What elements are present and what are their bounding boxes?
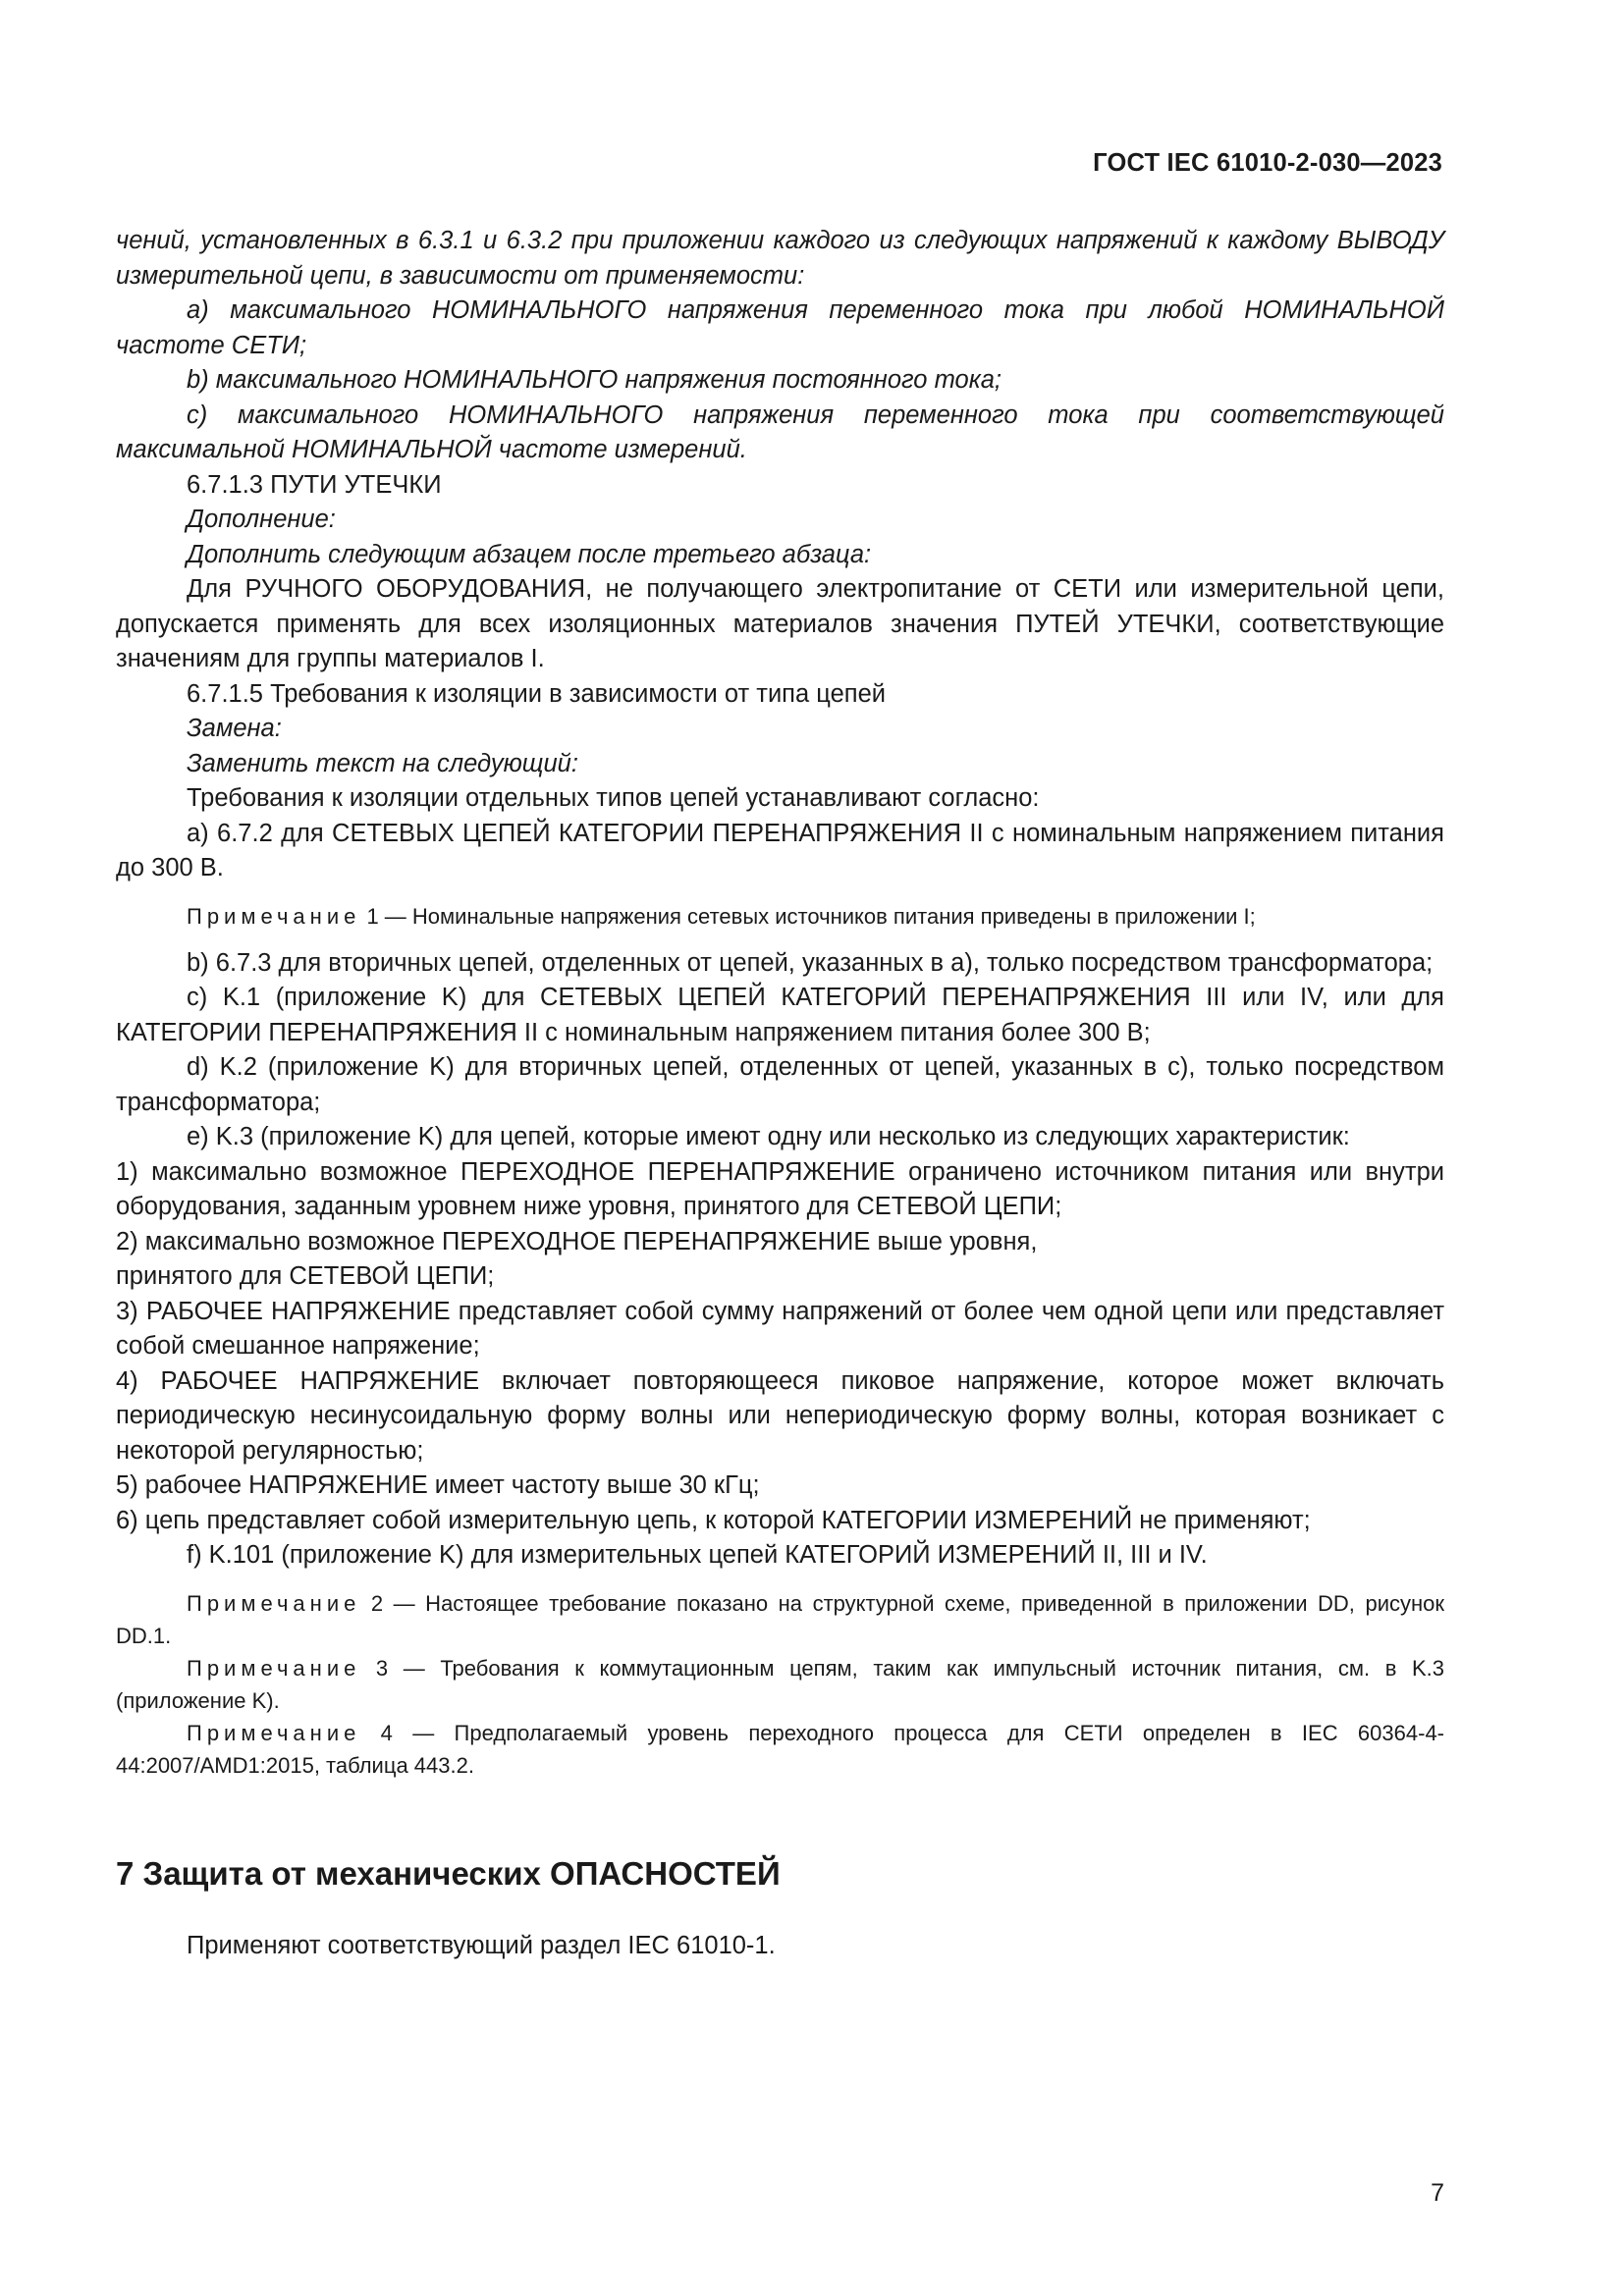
section-heading-7: 7 Защита от механических ОПАСНОСТЕЙ: [116, 1854, 781, 1892]
amendment-instruction: Дополнить следующим абзацем после третьего абзаца:: [187, 540, 872, 568]
replacement-instruction: Заменить текст на следующий:: [187, 749, 578, 777]
list-item-b: b) 6.7.3 для вторичных цепей, отделенных от цепей, указанных в a), только посредством трансформатора;: [187, 948, 1434, 977]
clause-heading-6-7-1-3: 6.7.1.3 ПУТИ УТЕЧКИ: [187, 470, 442, 499]
note-4: [116, 1717, 1444, 1782]
list-item-a: a) 6.7.2 для СЕТЕВЫХ ЦЕПЕЙ КАТЕГОРИИ ПЕРЕНАПРЯЖЕНИЯ II с номинальным напряжением питания до 300 В.: [116, 819, 1444, 881]
sub-item-1: 1) максимально возможное ПЕРЕХОДНОЕ ПЕРЕНАПРЯЖЕНИЕ ограничено источником питания или внутри оборудования, заданным уровнем ниже уровня, принятого для СЕТЕВОЙ ЦЕПИ;: [116, 1157, 1444, 1220]
list-item-d: d) K.2 (приложение K) для вторичных цепей, отделенных от цепей, указанных в c), только посредством трансформатора;: [116, 1053, 1444, 1116]
replacement-type: Замена:: [187, 715, 282, 742]
note-1: [116, 900, 1444, 933]
sub-item-2-line-1: 2) максимально возможное ПЕРЕХОДНОЕ ПЕРЕНАПРЯЖЕНИЕ выше уровня,: [116, 1227, 1038, 1255]
note-text: 2 — Настоящее требование показано на структурной схеме, приведенной в приложении DD, рисунок DD.1.: [116, 1590, 1444, 1648]
note-text: 3 — Требования к коммутационным цепям, таким как импульсный источник питания, см. в K.3 (приложение K).: [116, 1655, 1444, 1713]
note-3: [116, 1652, 1444, 1717]
note-label: Примечание: [187, 1655, 361, 1681]
note-label: Примечание: [187, 1590, 361, 1616]
sub-item-2-line-2: принятого для СЕТЕВОЙ ЦЕПИ;: [116, 1262, 495, 1290]
list-item-b-dc: b) максимального НОМИНАЛЬНОГО напряжения постоянного тока;: [187, 366, 1002, 394]
list-item-e: e) K.3 (приложение K) для цепей, которые имеют одну или несколько из следующих характеристик:: [187, 1123, 1350, 1150]
note-label: Примечание: [187, 903, 361, 929]
amendment-type: Дополнение:: [187, 506, 336, 533]
section-7-body: Применяют соответствующий раздел IEC 61010-1.: [187, 1931, 776, 1959]
list-item-a-ac: a) максимального НОМИНАЛЬНОГО напряжения переменного тока при любой НОМИНАЛЬНОЙ частоте СЕТИ;: [116, 296, 1444, 359]
list-item-c-ac-freq: c) максимального НОМИНАЛЬНОГО напряжения переменного тока при соответствующей максимальной НОМИНАЛЬНОЙ частоте измерений.: [116, 400, 1444, 463]
paragraph-handheld-equipment: Для РУЧНОГО ОБОРУДОВАНИЯ, не получающего электропитание от СЕТИ или измерительной цепи, допускается применять для всех изоляционных материалов значения ПУТЕЙ УТЕЧКИ, соответствующие значениям для группы материалов I.: [116, 575, 1444, 672]
note-label: Примечание: [187, 1720, 361, 1745]
sub-item-5: 5) рабочее НАПРЯЖЕНИЕ имеет частоту выше 30 кГц;: [116, 1471, 760, 1499]
page-number: 7: [1431, 2179, 1444, 2207]
paragraph-insulation-requirements: Требования к изоляции отдельных типов цепей устанавливают согласно:: [187, 784, 1040, 812]
sub-item-6: 6) цепь представляет собой измерительную цепь, к которой КАТЕГОРИИ ИЗМЕРЕНИЙ не применяют;: [116, 1506, 1311, 1534]
note-2: [116, 1587, 1444, 1652]
sub-item-4: 4) РАБОЧЕЕ НАПРЯЖЕНИЕ включает повторяющееся пиковое напряжение, которое может включать периодическую несинусоидальную форму волны или непериодическую форму волны, которая возникает с некоторой регулярностью;: [116, 1366, 1444, 1465]
clause-heading-6-7-1-5: 6.7.1.5 Требования к изоляции в зависимости от типа цепей: [187, 679, 886, 708]
document-header: ГОСТ IEC 61010-2-030—2023: [1093, 149, 1442, 177]
list-item-f: f) K.101 (приложение K) для измерительных цепей КАТЕГОРИЙ ИЗМЕРЕНИЙ II, III и IV.: [187, 1541, 1208, 1569]
sub-item-3: 3) РАБОЧЕЕ НАПРЯЖЕНИЕ представляет собой сумму напряжений от более чем одной цепи или представляет собой смешанное напряжение;: [116, 1297, 1444, 1360]
note-text: 1 — Номинальные напряжения сетевых источников питания приведены в приложении I;: [360, 903, 1256, 929]
paragraph-continuation: чений, установленных в 6.3.1 и 6.3.2 при приложении каждого из следующих напряжений к каждому ВЫВОДУ измерительной цепи, в зависимости от применяемости:: [116, 227, 1444, 290]
list-item-c: c) K.1 (приложение K) для СЕТЕВЫХ ЦЕПЕЙ КАТЕГОРИЙ ПЕРЕНАПРЯЖЕНИЯ III или IV, или для КАТЕГОРИИ ПЕРЕНАПРЯЖЕНИЯ II с номинальным напряжением питания более 300 В;: [116, 984, 1444, 1046]
note-text: 4 — Предполагаемый уровень переходного процесса для СЕТИ определен в IEC 60364-4-44:2007/AMD1:2015, таблица 443.2.: [116, 1720, 1444, 1778]
page-content: [116, 224, 1444, 1963]
